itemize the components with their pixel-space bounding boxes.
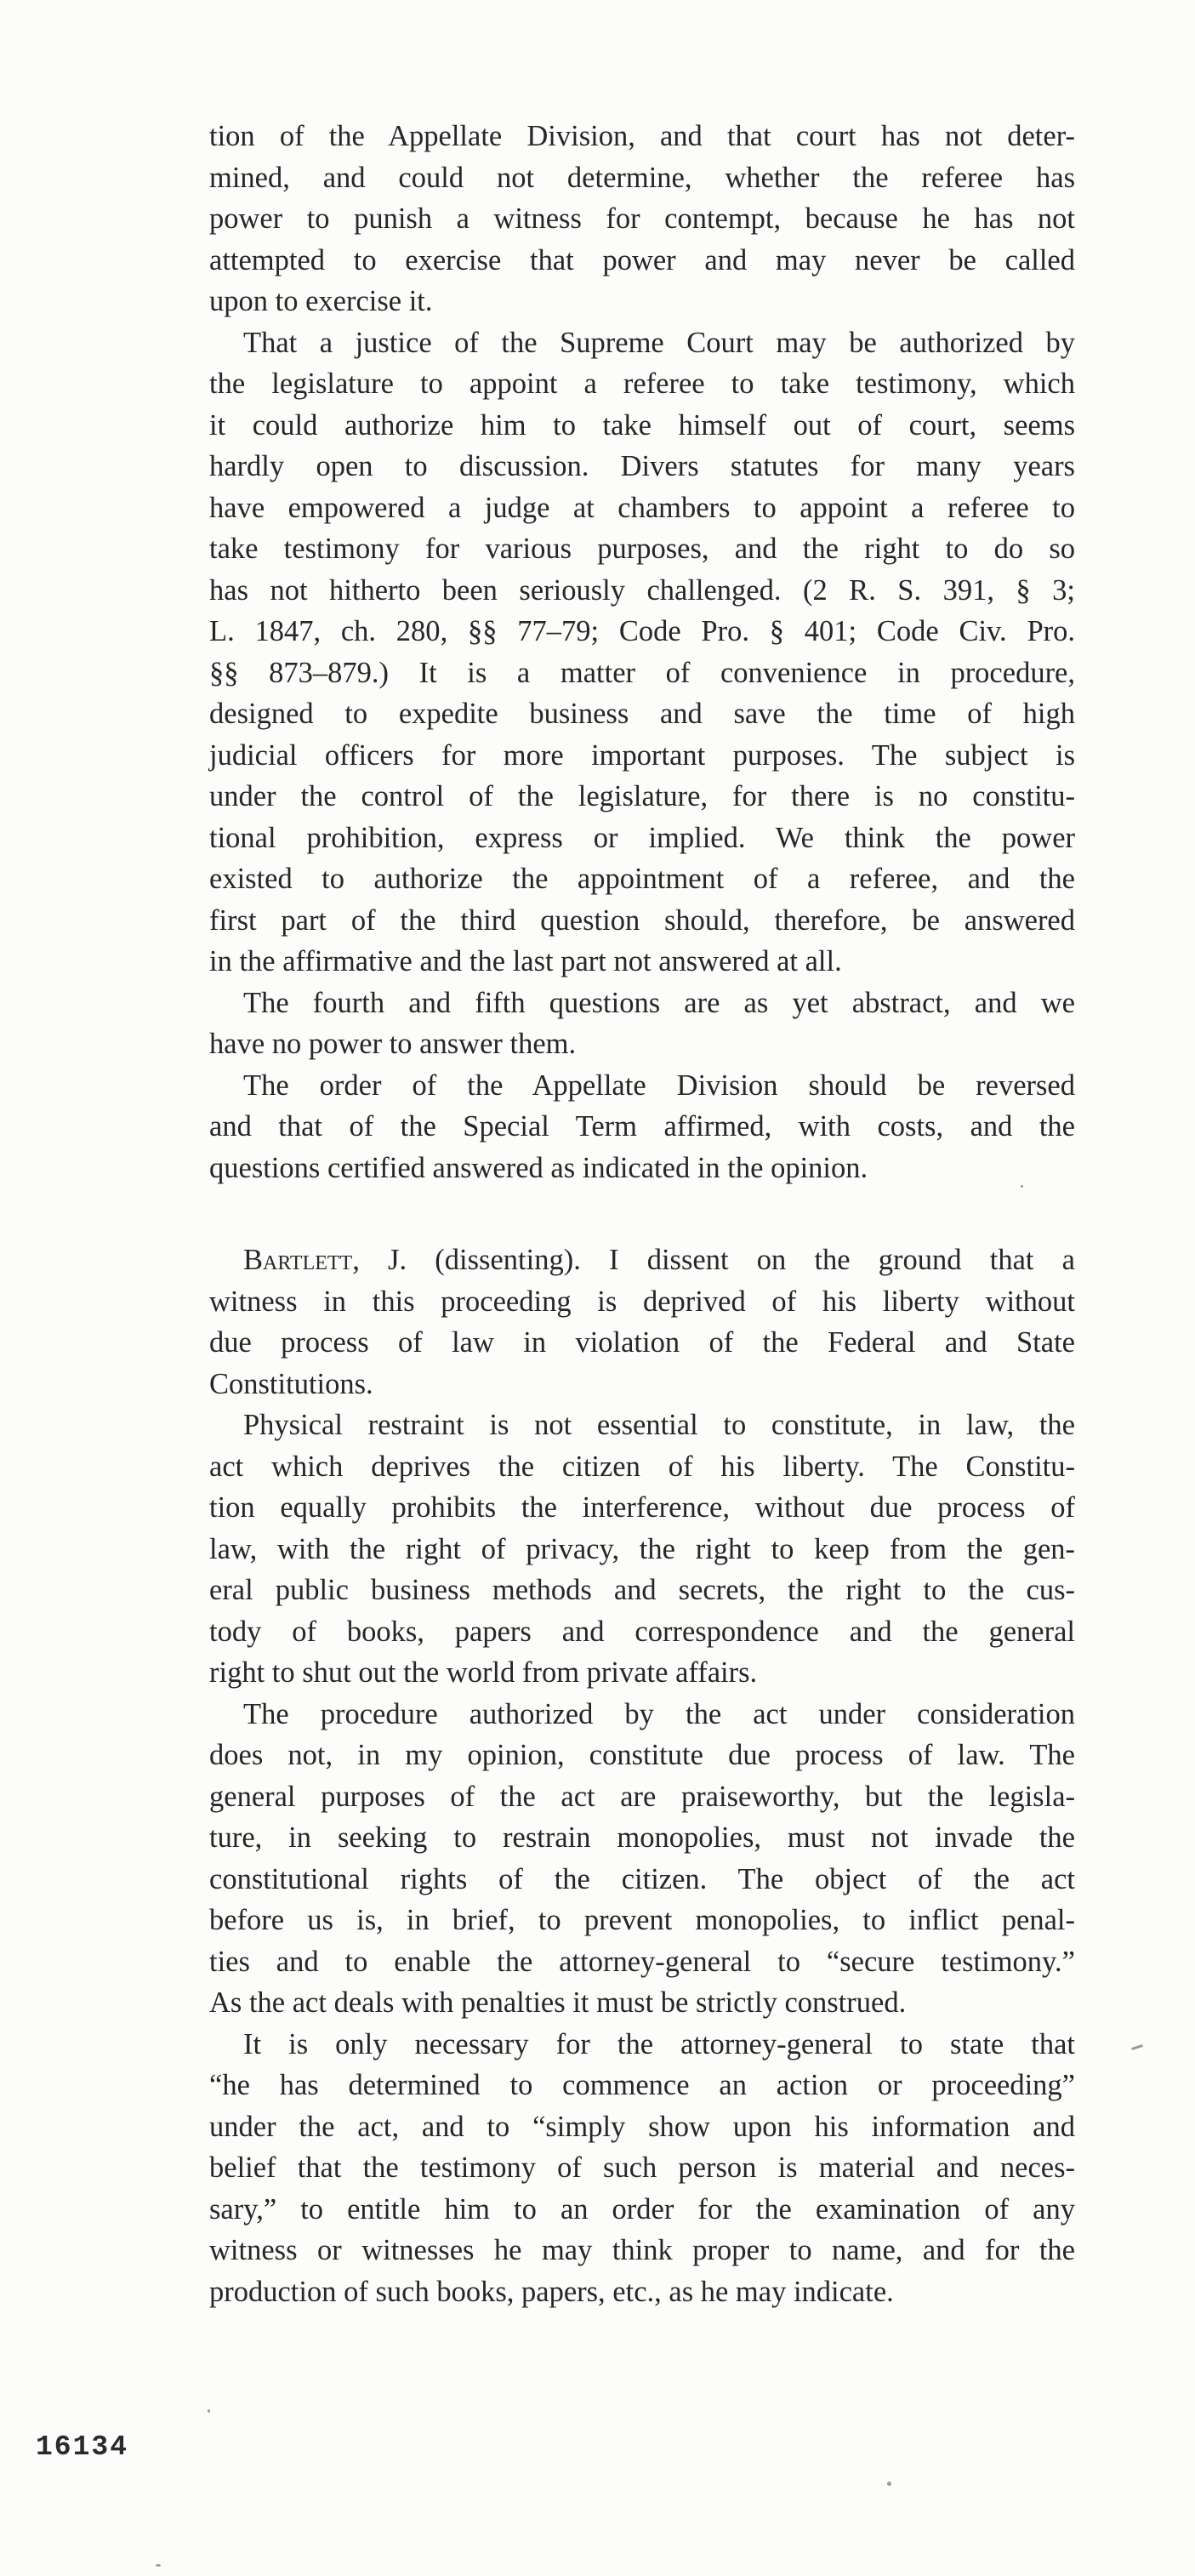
text-line: “he has determined to commence an action or proceeding” (209, 2069, 1075, 2101)
text-line: attempted to exercise that power and may never be called (209, 243, 1075, 276)
text-line: production of such books, papers, etc., as he may indicate. (209, 2275, 894, 2308)
text-line: Constitutions. (209, 1367, 373, 1400)
text-line: tion of the Appellate Division, and that court has not deter- (209, 120, 1075, 152)
paragraph-dissent-opening (209, 1240, 1075, 1405)
paragraph-continuation (209, 116, 1075, 322)
text-line: ties and to enable the attorney-general to “secure testimony.” (209, 1945, 1075, 1978)
text-line: it could authorize him to take himself out of court, seems (209, 408, 1075, 442)
text-line: belief that the testimony of such person is material and neces- (209, 2151, 1075, 2184)
text-line: witness or witnesses he may think proper to name, and for the (209, 2234, 1075, 2266)
body-text (209, 116, 1075, 2312)
paragraph-due-process (209, 1694, 1075, 2024)
text-line: constitutional rights of the citizen. The object of the act (209, 1862, 1075, 1895)
text-line: designed to expedite business and save the time of high (209, 698, 1075, 730)
text-line: The fourth and fifth questions are as yet abstract, and we (243, 986, 1075, 1019)
paragraph-abstract-questions (209, 983, 1075, 1065)
paper-speck (887, 2482, 891, 2486)
paragraph-attorney-general (209, 2024, 1075, 2313)
text-line: have empowered a judge at chambers to appoint a referee to (209, 491, 1075, 524)
dissent-intro: , J. (dissenting). I dissent on the ground that a (352, 1244, 1075, 1276)
text-line: before us is, in brief, to prevent monopolies, to inflict penal- (209, 1904, 1075, 1936)
text-line (209, 1240, 1075, 1281)
paper-speck (1021, 1185, 1023, 1188)
text-line: has not hitherto been seriously challenged. (2 R. S. 391, § 3; (209, 573, 1075, 607)
text-line: power to punish a witness for contempt, because he has not (209, 202, 1075, 235)
text-line: existed to authorize the appointment of a referee, and the (209, 863, 1075, 895)
text-line: §§ 873–879.) It is a matter of convenience in procedure, (209, 656, 1075, 689)
text-line: tody of books, papers and correspondence and the general (209, 1615, 1075, 1648)
text-line: Physical restraint is not essential to constitute, in law, the (243, 1409, 1075, 1441)
text-line: hardly open to discussion. Divers statutes for many years (209, 450, 1075, 482)
text-line: general purposes of the act are praiseworthy, but the legisla- (209, 1780, 1075, 1813)
paragraph-disposition (209, 1065, 1075, 1189)
paper-speck (156, 2564, 161, 2567)
paper-speck (208, 2409, 210, 2413)
paragraph-referee-authority (209, 322, 1075, 983)
text-line: judicial officers for more important purposes. The subject is (209, 738, 1075, 772)
text-line: under the act, and to “simply show upon his information and (209, 2110, 1075, 2143)
text-line: due process of law in violation of the Federal and State (209, 1326, 1075, 1359)
text-line: questions certified answered as indicated in the opinion. (209, 1151, 868, 1184)
text-line: have no power to answer them. (209, 1028, 577, 1060)
text-line: The order of the Appellate Division should be reversed (243, 1069, 1075, 1102)
text-line: As the act deals with penalties it must be strictly construed. (209, 1986, 907, 2019)
text-line: right to shut out the world from private affairs. (209, 1656, 758, 1689)
text-line: ture, in seeking to restrain monopolies, must not invade the (209, 1821, 1075, 1854)
text-line: sary,” to entitle him to an order for the examination of any (209, 2192, 1075, 2226)
text-line: in the affirmative and the last part not answered at all. (209, 945, 842, 977)
judge-name: Bartlett (243, 1244, 353, 1276)
paper-speck (1131, 2044, 1143, 2050)
text-line: It is only necessary for the attorney-general to state that (243, 2027, 1075, 2060)
text-line: take testimony for various purposes, and the right to do so (209, 533, 1075, 565)
text-line: The procedure authorized by the act under consideration (243, 1697, 1075, 1730)
text-line: under the control of the legislature, for there is no constitu- (209, 780, 1075, 812)
paragraph-liberty (209, 1405, 1075, 1694)
text-line: witness in this proceeding is deprived of his liberty without (209, 1285, 1075, 1318)
text-line: and that of the Special Term affirmed, with costs, and the (209, 1110, 1075, 1143)
text-line: first part of the third question should, therefore, be answered (209, 903, 1075, 937)
text-line: act which deprives the citizen of his liberty. The Constitu- (209, 1450, 1075, 1483)
text-line: tion equally prohibits the interference, without due process of (209, 1491, 1075, 1524)
text-line: upon to exercise it. (209, 285, 433, 317)
text-line: eral public business methods and secrets, the right to the cus- (209, 1574, 1075, 1606)
text-line: That a justice of the Supreme Court may be authorized by (243, 326, 1075, 359)
text-line: does not, in my opinion, constitute due process of law. The (209, 1739, 1075, 1771)
page-number: 16134 (36, 2431, 129, 2463)
text-line: the legislature to appoint a referee to take testimony, which (209, 368, 1075, 400)
text-line: tional prohibition, express or implied. We think the power (209, 821, 1075, 854)
text-line: mined, and could not determine, whether the referee has (209, 161, 1075, 194)
text-line: L. 1847, ch. 280, §§ 77–79; Code Pro. § 401; Code Civ. Pro. (209, 615, 1075, 647)
paragraph-gap (209, 1188, 1075, 1240)
text-line: law, with the right of privacy, the right to keep from the gen- (209, 1532, 1075, 1565)
